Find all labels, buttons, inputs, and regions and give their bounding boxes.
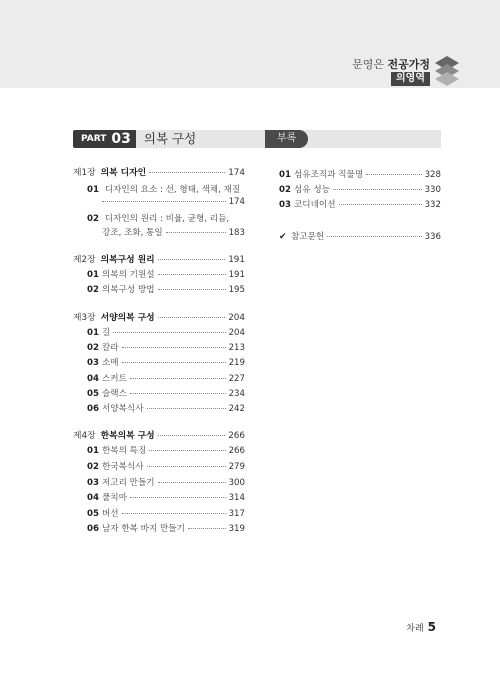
dot-leader [158, 482, 226, 483]
dot-leader [113, 332, 225, 333]
page-number: 227 [228, 374, 245, 384]
item-text: 저고리 만들기 [102, 478, 155, 488]
dot-leader [149, 450, 225, 451]
dot-leader [122, 362, 226, 363]
toc-chapter[interactable] [73, 252, 245, 265]
item-text: 섬유 성능 [294, 185, 330, 195]
dot-leader [366, 174, 421, 175]
item-number: 02 [87, 214, 99, 224]
page-number: 279 [228, 462, 245, 472]
item-text: 길 [102, 328, 111, 338]
page-number: 314 [228, 493, 245, 503]
chapter-title: 의복구성 원리 [100, 255, 155, 265]
toc-item-continuation[interactable] [102, 226, 245, 238]
toc-item[interactable] [87, 402, 245, 414]
page-footer [406, 620, 436, 634]
item-text: 서양복식사 [102, 404, 144, 414]
item-number: 05 [87, 509, 99, 519]
dot-leader [158, 317, 226, 318]
item-number: 01 [87, 446, 99, 456]
dot-leader [122, 513, 226, 514]
item-number: 02 [87, 343, 99, 353]
dot-leader [333, 189, 422, 190]
page-number: 195 [228, 285, 245, 295]
item-text: 슬랙스 [102, 389, 127, 399]
item-text: 섬유조직과 직물명 [294, 170, 364, 180]
page-number: 174 [228, 168, 245, 178]
page-number: 219 [228, 358, 245, 368]
chapter-title: 의복 디자인 [100, 168, 147, 178]
toc-item[interactable] [87, 460, 245, 472]
dot-leader [130, 378, 226, 379]
page-number: 328 [424, 170, 441, 180]
toc-item[interactable] [87, 183, 240, 195]
dot-leader [158, 435, 226, 436]
item-number: 01 [87, 270, 99, 280]
dot-leader [130, 393, 226, 394]
dot-leader [147, 408, 226, 409]
page-number: 213 [228, 343, 245, 353]
references-entry[interactable] [279, 230, 441, 242]
item-number: 03 [87, 478, 99, 488]
item-text: 디자인의 원리 : 비율, 균형, 리듬, [104, 214, 230, 224]
item-number: 02 [87, 462, 99, 472]
item-number: 02 [87, 285, 99, 295]
chapter-label: 제1장 [73, 168, 96, 178]
toc-item[interactable] [87, 444, 245, 456]
toc-item-continuation[interactable] [102, 197, 245, 207]
page-header [0, 0, 500, 88]
chapter-label: 제2장 [73, 255, 96, 265]
appendix-title: 부록 [265, 130, 308, 148]
appendix-item[interactable] [279, 168, 441, 180]
item-text: 디자인의 요소 : 선, 형태, 색채, 재질 [104, 185, 241, 195]
toc-item[interactable] [87, 372, 245, 384]
toc-item[interactable] [87, 268, 245, 280]
page-number: 183 [228, 228, 245, 238]
chapter-label: 제4장 [73, 431, 96, 441]
stacked-layers-icon [434, 54, 460, 88]
chapter-title: 한복의복 구성 [100, 431, 155, 441]
part-title: 의복 구성 [136, 130, 274, 148]
page-number: 242 [228, 404, 245, 414]
toc-chapter[interactable] [73, 310, 245, 323]
item-number: 02 [279, 185, 291, 195]
footer-label: 차례 [406, 624, 424, 634]
page-number: 204 [228, 313, 245, 323]
dot-leader [130, 497, 226, 498]
item-text: 한복의 특징 [102, 446, 147, 456]
dot-leader [339, 204, 422, 205]
item-number: 01 [87, 328, 99, 338]
check-icon: ✔ [279, 232, 287, 242]
dot-leader [188, 528, 226, 529]
chapter-label: 제3장 [73, 313, 96, 323]
footer-page-number: 5 [427, 620, 436, 634]
toc-item[interactable] [87, 326, 245, 338]
brand-title [352, 56, 430, 72]
toc-item[interactable] [87, 356, 245, 368]
item-number: 05 [87, 389, 99, 399]
toc-item[interactable] [87, 387, 245, 399]
page-number: 319 [228, 524, 245, 534]
dot-leader [158, 289, 226, 290]
brand-prefix: 문영은 [352, 58, 388, 71]
page-number: 332 [424, 200, 441, 210]
page-number: 191 [228, 255, 245, 265]
toc-item[interactable] [87, 507, 245, 519]
page-number: 234 [228, 389, 245, 399]
toc-item[interactable] [87, 476, 245, 488]
dot-leader [122, 347, 226, 348]
part-number: 03 [111, 130, 135, 148]
appendix-item[interactable] [279, 198, 441, 210]
item-number: 06 [87, 404, 99, 414]
item-text: 풀치마 [102, 493, 127, 503]
page-number: 336 [424, 232, 441, 242]
toc-chapter[interactable] [73, 428, 245, 441]
appendix-header [265, 130, 441, 148]
dot-leader [158, 274, 226, 275]
dot-leader [158, 259, 226, 260]
brand-tag: 의영역 [391, 72, 430, 86]
dot-leader [166, 232, 226, 233]
item-text: 의복구성 방법 [102, 285, 155, 295]
item-text: 스커트 [102, 374, 127, 384]
dot-leader [149, 172, 225, 173]
chapter-title: 서양의복 구성 [100, 313, 155, 323]
item-text: 의복의 기원설 [102, 270, 155, 280]
page-number: 300 [228, 478, 245, 488]
page-number: 317 [228, 509, 245, 519]
appendix-item[interactable] [279, 183, 441, 195]
brand-bold: 전공가정 [387, 58, 430, 71]
toc-item[interactable] [87, 522, 245, 534]
item-text: 남자 한복 바지 만들기 [102, 524, 185, 534]
item-text-line2: 강조, 조화, 통일 [102, 228, 163, 238]
item-text: 코디네이션 [294, 200, 336, 210]
page-number: 266 [228, 446, 245, 456]
item-number: 01 [87, 185, 99, 195]
item-text: 버선 [102, 509, 119, 519]
page-number: 174 [228, 197, 245, 207]
item-number: 04 [87, 374, 99, 384]
item-text: 칼라 [102, 343, 119, 353]
item-number: 06 [87, 524, 99, 534]
dot-leader [327, 236, 421, 237]
toc-item[interactable] [87, 212, 229, 224]
toc-item[interactable] [87, 491, 245, 503]
toc-item[interactable] [87, 341, 245, 353]
dot-leader [147, 466, 226, 467]
page-number: 330 [424, 185, 441, 195]
page-number: 191 [228, 270, 245, 280]
part-header [73, 130, 274, 148]
references-text: 참고문헌 [291, 232, 325, 242]
part-tag: PART [73, 130, 111, 148]
item-number: 03 [279, 200, 291, 210]
item-number: 01 [279, 170, 291, 180]
dot-leader [102, 201, 226, 202]
item-number: 04 [87, 493, 99, 503]
item-text: 소매 [102, 358, 119, 368]
item-text: 한국복식사 [102, 462, 144, 472]
toc-item[interactable] [87, 283, 245, 295]
page-number: 266 [228, 431, 245, 441]
page-number: 204 [228, 328, 245, 338]
toc-chapter[interactable] [73, 165, 245, 178]
item-number: 03 [87, 358, 99, 368]
